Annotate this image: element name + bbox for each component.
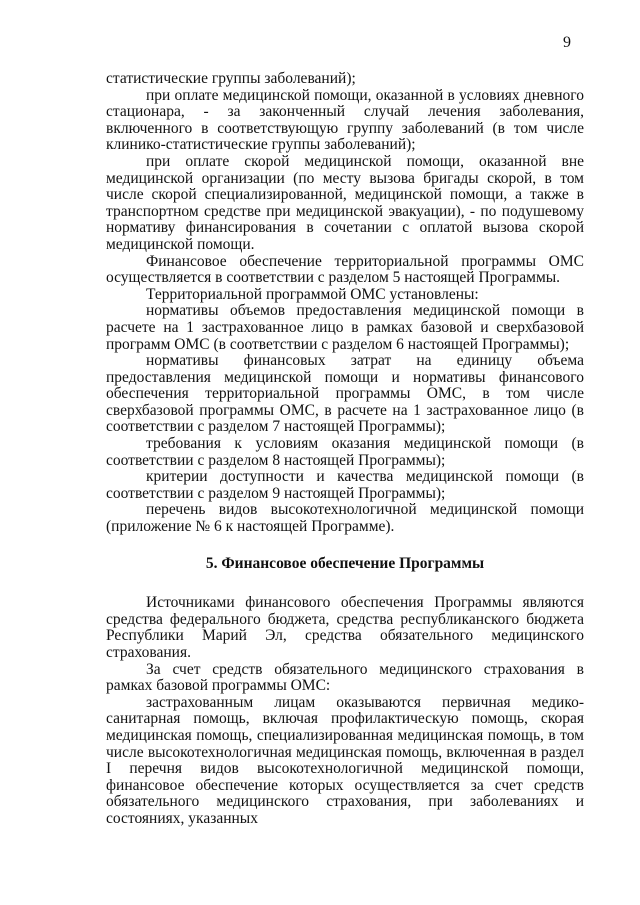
paragraph: застрахованным лицам оказываются первичная медико-санитарная помощь, включая профилактическую помощь, скорая медицинская помощь, специализированная медицинская помощь, в том числе высокотехнологичная медицинская помощь, включенная в раздел I перечня видов высокотехнологичной медицинской помощи, финансовое обеспечение которых осуществляется за счет средств обязательного медицинского страхования, при заболеваниях и состояниях, указанных <box>106 693 584 827</box>
paragraph: За счет средств обязательного медицинского страхования в рамках базовой программы ОМС: <box>106 660 584 695</box>
paragraph: при оплате медицинской помощи, оказанной в условиях дневного стационара, - за законченный случай лечения заболевания, включенного в соответствующую группу заболеваний (в том числе клинико-статистические группы заболеваний); <box>106 86 584 154</box>
paragraph: требования к условиям оказания медицинской помощи (в соответствии с разделом 8 настоящей Программы); <box>106 435 584 469</box>
paragraph: Территориальной программой ОМС установлены: <box>146 285 479 303</box>
paragraph: перечень видов высокотехнологичной медицинской помощи (приложение № 6 к настоящей Программе). <box>106 501 584 536</box>
page-number: 9 <box>563 34 571 51</box>
paragraph: нормативы финансовых затрат на единицу объема предоставления медицинской помощи и нормативы финансового обеспечения территориальной программы ОМС, в том числе сверхбазовой программы ОМС, в расчете на 1 застрахованное лицо (в соответствии с разделом 7 настоящей Программы); <box>106 352 584 436</box>
document-body <box>106 71 584 828</box>
paragraph: статистические группы заболеваний); <box>106 70 356 87</box>
paragraph: Финансовое обеспечение территориальной программы ОМС осуществляется в соответствии с разделом 5 настоящей Программы. <box>106 252 584 287</box>
paragraph: нормативы объемов предоставления медицинской помощи в расчете на 1 застрахованное лицо в рамках базовой и сверхбазовой программ ОМС (в соответствии с разделом 6 настоящей Программы); <box>106 302 584 353</box>
paragraph: при оплате скорой медицинской помощи, оказанной вне медицинской организации (по месту вызова бригады скорой, в том числе скорой специализированной, медицинской помощи, а также в транспортном средстве при медицинской эвакуации), - по подушевому нормативу финансирования в сочетании с оплатой вызова скорой медицинской помощи. <box>106 152 584 253</box>
paragraph: Источниками финансового обеспечения Программы являются средства федерального бюджета, средства республиканского бюджета Республики Марий Эл, средства обязательного медицинского страхования. <box>106 594 584 661</box>
paragraph: критерии доступности и качества медицинской помощи (в соответствии с разделом 9 настоящей Программы); <box>106 468 584 502</box>
section-heading: 5. Финансовое обеспечение Программы <box>205 554 485 572</box>
